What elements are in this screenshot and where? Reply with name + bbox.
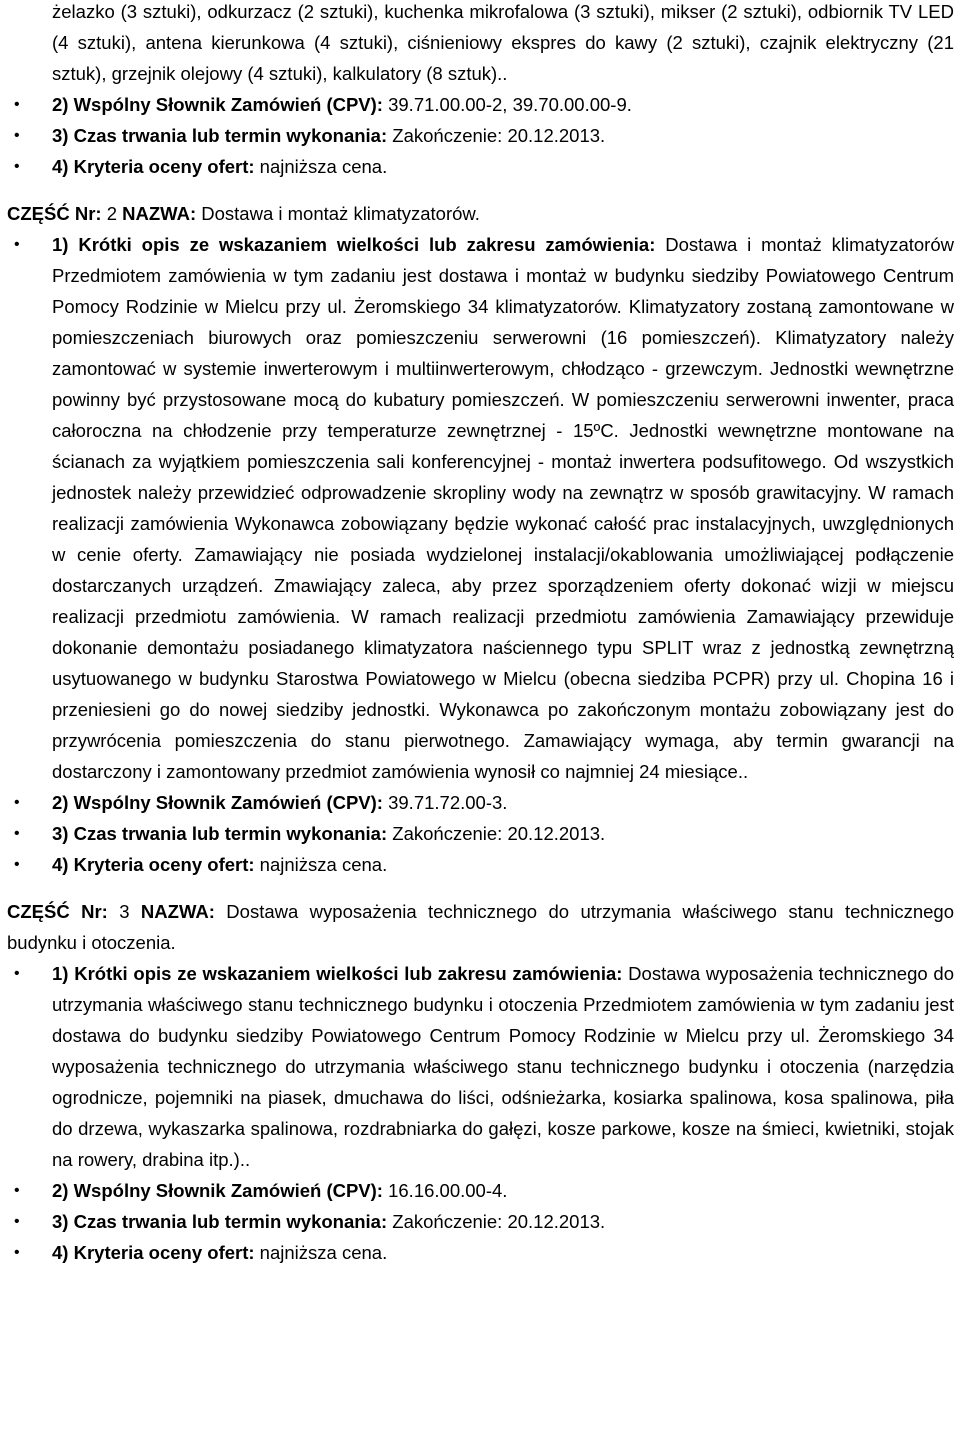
part3-header: [0, 896, 960, 958]
part2-number: 2: [101, 203, 123, 224]
part3-name-label: NAZWA:: [140, 901, 215, 922]
part3-time-item: [0, 1206, 960, 1237]
part3-cpv-item: [0, 1175, 960, 1206]
section-spacer: [0, 880, 960, 896]
bullet-icon: •: [14, 236, 20, 253]
part1-time-item: [0, 120, 960, 151]
part2-name-label: NAZWA:: [122, 203, 197, 224]
part3-criteria-item: [0, 1237, 960, 1268]
part3-criteria-label: 4) Kryteria oceny ofert:: [52, 1242, 255, 1263]
bullet-icon: •: [14, 96, 20, 113]
part2-criteria-value: najniższa cena.: [254, 854, 388, 875]
part2-time-label: 3) Czas trwania lub termin wykonania:: [52, 823, 388, 844]
part2-criteria-label: 4) Kryteria oceny ofert:: [52, 854, 255, 875]
part1-cpv-label: 2) Wspólny Słownik Zamówień (CPV):: [52, 94, 383, 115]
bullet-icon: •: [14, 1213, 20, 1230]
part1-cpv-item: [0, 89, 960, 120]
bullet-icon: •: [14, 856, 20, 873]
part2-time-value: Zakończenie: 20.12.2013.: [387, 823, 606, 844]
part2-criteria-item: [0, 849, 960, 880]
part3-criteria-value: najniższa cena.: [254, 1242, 388, 1263]
part1-criteria-value: najniższa cena.: [254, 156, 388, 177]
part1-description-continuation: żelazko (3 sztuki), odkurzacz (2 sztuki), kuchenka mikrofalowa (3 sztuki), mikser (2 sztuki), odbiornik TV LED (4 sztuki), antena kierunkowa (4 sztuki), ciśnieniowy ekspres do kawy (2 sztuki), czajnik elektryczny (21 sztuk), grzejnik olejowy (4 sztuki), kalkulatory (8 sztuk)..: [52, 1, 954, 84]
part3-time-label: 3) Czas trwania lub termin wykonania:: [52, 1211, 388, 1232]
bullet-icon: •: [14, 965, 20, 982]
bullet-icon: •: [14, 825, 20, 842]
part3-description-item: [0, 958, 960, 1175]
part3-header-label: CZĘŚĆ Nr:: [7, 901, 108, 922]
bullet-icon: •: [14, 1182, 20, 1199]
part3-cpv-label: 2) Wspólny Słownik Zamówień (CPV):: [52, 1180, 383, 1201]
part3-description-label: 1) Krótki opis ze wskazaniem wielkości lub zakresu zamówienia:: [52, 963, 623, 984]
part2-description-label: 1) Krótki opis ze wskazaniem wielkości lub zakresu zamówienia:: [52, 234, 656, 255]
bullet-icon: •: [14, 158, 20, 175]
part2-header-label: CZĘŚĆ Nr:: [7, 203, 102, 224]
part3-cpv-value: 16.16.00.00-4.: [382, 1180, 508, 1201]
part3-time-value: Zakończenie: 20.12.2013.: [387, 1211, 606, 1232]
part1-time-value: Zakończenie: 20.12.2013.: [387, 125, 606, 146]
part1-criteria-item: [0, 151, 960, 182]
part2-cpv-value: 39.71.72.00-3.: [382, 792, 508, 813]
bullet-icon: •: [14, 127, 20, 144]
part2-cpv-label: 2) Wspólny Słownik Zamówień (CPV):: [52, 792, 383, 813]
section-spacer: [0, 182, 960, 198]
part2-description-value: Dostawa i montaż klimatyzatorów Przedmiotem zamówienia w tym zadaniu jest dostawa i montaż w budynku siedziby Powiatowego Centrum Pomocy Rodzinie w Mielcu przy ul. Żeromskiego 34 klimatyzatorów. Klimatyzatory zostaną zamontowane w pomieszczeniach biurowych oraz pomieszczeniu serwerowni (16 pomieszczeń). Klimatyzatory należy zamontować w systemie inwerterowym i multiinwerterowym, chłodząco - grzewczym. Jednostki wewnętrzne powinny być przystosowane mocą do kubatury pomieszczeń. W pomieszczeniu serwerowni inwenter, praca całoroczna na chłodzenie przy temperaturze zewnętrznej - 15ºC. Jednostki wewnętrzne montowane na ścianach za wyjątkiem pomieszczenia sali konferencyjnej - montaż inwertera podsufitowego. Od wszystkich jednostek należy przewidzieć odprowadzenie skropliny wody na zewnątrz w sposób grawitacyjny. W ramach realizacji zamówienia Wykonawca zobowiązany będzie wykonać całość prac instalacyjnych, uwzględnionych w cenie oferty. Zamawiający nie posiada wydzielonej instalacji/okablowania umożliwiającej podłączenie dostarczanych urządzeń. Zmawiający zaleca, aby przez sporządzeniem oferty dokonać wizji w miejscu realizacji przedmiotu zamówienia. W ramach realizacji przedmiotu zamówienia Zamawiający przewiduje dokonanie demontażu posiadanego klimatyzatora naściennego typu SPLIT wraz z jednostką zewnętrzną usytuowanego w budynku Starostwa Powiatowego w Mielcu (obecna siedziba PCPR) przy ul. Chopina 16 i przeniesieni go do nowej siedziby jednostki. Wykonawca po zakończonym montażu zobowiązany jest do przywrócenia pomieszczenia do stanu pierwotnego. Zamawiający wymaga, aby termin gwarancji na dostarczony i zamontowany przedmiot zamówienia wynosił co najmniej 24 miesiące..: [52, 234, 954, 782]
bullet-icon: •: [14, 794, 20, 811]
bullet-icon: •: [14, 1244, 20, 1261]
part3-number: 3: [107, 901, 141, 922]
part2-header: [0, 198, 960, 229]
part1-cpv-value: 39.71.00.00-2, 39.70.00.00-9.: [382, 94, 632, 115]
part2-description-item: [0, 229, 960, 787]
part1-time-label: 3) Czas trwania lub termin wykonania:: [52, 125, 388, 146]
part2-name-value: Dostawa i montaż klimatyzatorów.: [196, 203, 480, 224]
part3-name-value: Dostawa wyposażenia technicznego do utrzymania właściwego stanu technicznego budynku i otoczenia.: [7, 901, 954, 953]
part2-cpv-item: [0, 787, 960, 818]
part3-description-value: Dostawa wyposażenia technicznego do utrzymania właściwego stanu technicznego budynku i otoczenia Przedmiotem zamówienia w tym zadaniu jest dostawa do budynku siedziby Powiatowego Centrum Pomocy Rodzinie w Mielcu przy ul. Żeromskiego 34 wyposażenia technicznego do utrzymania właściwego stanu technicznego budynku i otoczenia (narzędzia ogrodnicze, pojemniki na piasek, dmuchawa do liści, odśnieżarka, kosiarka spalinowa, kosa spalinowa, piła do drzewa, wykaszarka spalinowa, rozdrabniarka do gałęzi, kosze parkowe, kosze na śmieci, kwietniki, stojak na rowery, drabina itp.)..: [52, 963, 954, 1170]
part1-criteria-label: 4) Kryteria oceny ofert:: [52, 156, 255, 177]
part2-time-item: [0, 818, 960, 849]
